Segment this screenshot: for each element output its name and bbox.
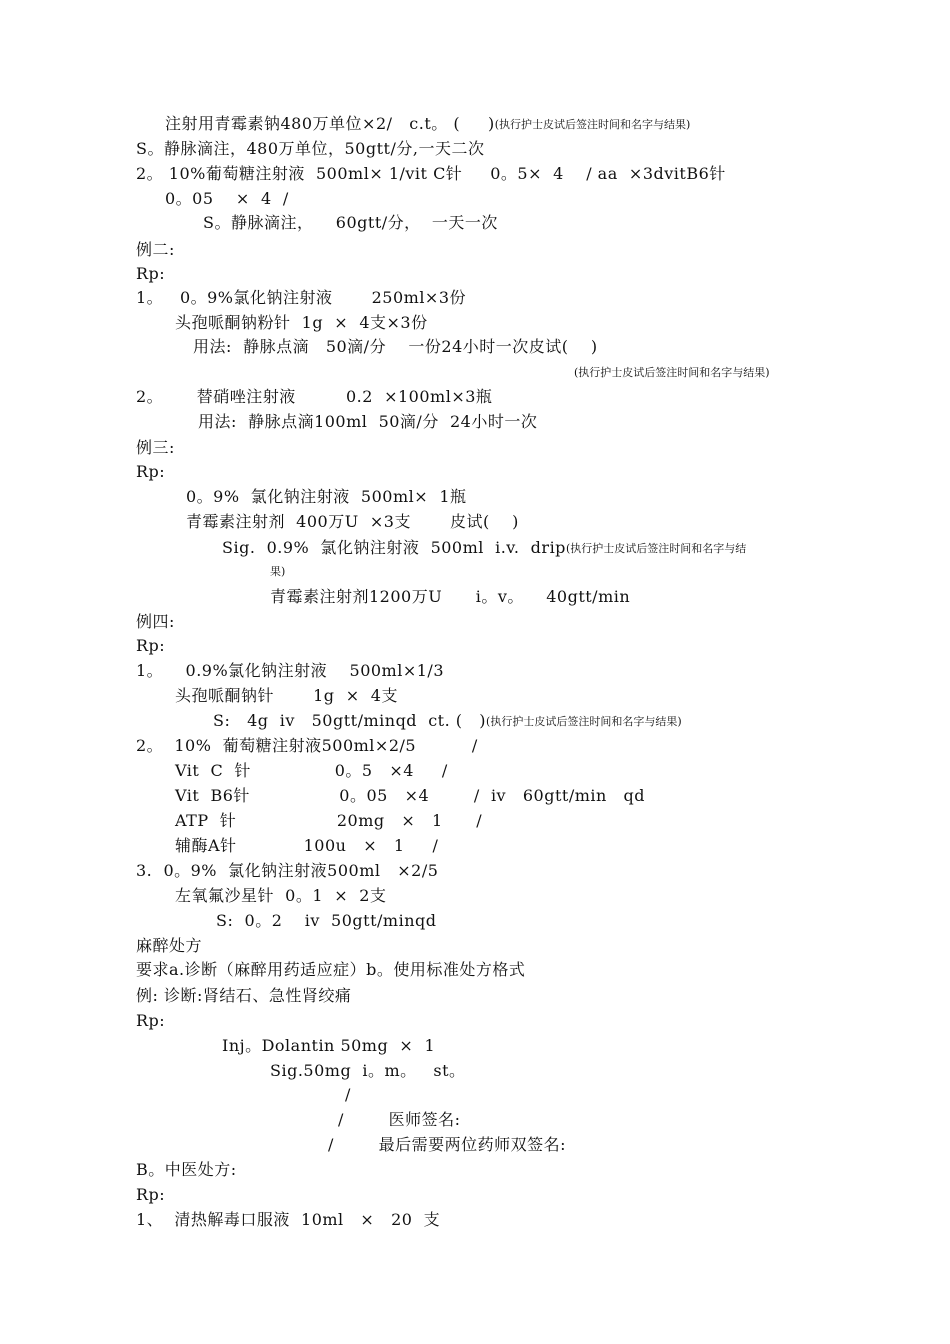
rp-label: Rp: <box>136 1185 166 1204</box>
section-heading: 例二: <box>136 240 175 259</box>
text-line: S: 4g iv 50gtt/minqd ct. ( )(执行护士皮试后签注时间和名字与结果) <box>213 711 682 730</box>
text-line: 3. 0。9% 氯化钠注射液500ml ×2/5 <box>136 861 439 880</box>
text-line: 用法: 静脉点滴 50滴/分 一份24小时一次皮试( ) <box>193 337 598 356</box>
skin-test-note: (执行护士皮试后签注时间和名字与结果) <box>494 118 691 131</box>
text-line: 青霉素注射剂 400万U ×3支 皮试( ) <box>186 512 519 531</box>
physician-signature-line: / 医师签名: <box>338 1110 461 1129</box>
text-line: 2。 替硝唑注射液 0.2 ×100ml×3瓶 <box>136 387 493 406</box>
signature-slash: / <box>345 1085 351 1104</box>
text-line: Sig. 0.9% 氯化钠注射液 500ml i.v. drip(执行护士皮试后签注时间和名字与结 <box>222 538 747 557</box>
rp-label: Rp: <box>136 1011 166 1030</box>
text-line: 注射用青霉素钠480万单位×2/ c.t。 ( )(执行护士皮试后签注时间和名字与结果) <box>165 114 691 133</box>
rp-label: Rp: <box>136 636 166 655</box>
text-line: 辅酶A针 100u × 1 / <box>175 836 439 855</box>
text-line: 头孢哌酮钠粉针 1g × 4支×3份 <box>175 313 428 332</box>
skin-test-note: (执行护士皮试后签注时间和名字与结果) <box>574 366 770 379</box>
pharmacist-signature-line: / 最后需要两位药师双签名: <box>328 1135 566 1154</box>
text-line: 1。 0。9%氯化钠注射液 250ml×3份 <box>136 288 467 307</box>
section-heading: 例四: <box>136 612 175 631</box>
section-heading: B。中医处方: <box>136 1160 237 1179</box>
text-line: ATP 针 20mg × 1 / <box>175 811 483 830</box>
text-line: 2。 10% 葡萄糖注射液500ml×2/5 / <box>136 736 478 755</box>
text-line: Inj。Dolantin 50mg × 1 <box>222 1036 436 1055</box>
rp-label: Rp: <box>136 264 166 283</box>
text-line: 头孢哌酮钠针 1g × 4支 <box>175 686 398 705</box>
text-line: Sig.50mg i。m。 st。 <box>270 1061 466 1080</box>
text-line: Vit C 针 0。5 ×4 / <box>175 761 448 780</box>
text-line: 要求a.诊断（麻醉用药适应症）b。使用标准处方格式 <box>136 960 526 979</box>
rp-label: Rp: <box>136 462 166 481</box>
text-line: 用法: 静脉点滴100ml 50滴/分 24小时一次 <box>198 412 538 431</box>
text-line: S。静脉滴注，480万单位，50gtt/分,一天二次 <box>136 139 485 158</box>
section-heading: 例三: <box>136 438 175 457</box>
text-line: 0。05 × 4 / <box>165 189 289 208</box>
skin-test-note: (执行护士皮试后签注时间和名字与结 <box>565 542 747 555</box>
text-line: S。静脉滴注， 60gtt/分， 一天一次 <box>203 213 498 232</box>
text-line: 0。9% 氯化钠注射液 500ml× 1瓶 <box>186 487 467 506</box>
text-line: 2。 10%葡萄糖注射液 500ml× 1/vit C针 0。5× 4 / aa ×3dvitB6针 <box>136 164 726 183</box>
text-line: 左氧氟沙星针 0。1 × 2支 <box>175 886 387 905</box>
text-line: 例: 诊断:肾结石、急性肾绞痛 <box>136 986 352 1005</box>
skin-test-note: 果) <box>270 565 286 578</box>
text-line: S: 0。2 iv 50gtt/minqd <box>216 911 437 930</box>
text-line: 1、 清热解毒口服液 10ml × 20 支 <box>136 1210 441 1229</box>
skin-test-note: (执行护士皮试后签注时间和名字与结果) <box>486 715 682 728</box>
text-line: 1。 0.9%氯化钠注射液 500ml×1/3 <box>136 661 445 680</box>
text-line: 青霉素注射剂1200万U i。v。 40gtt/min <box>270 587 631 606</box>
section-heading: 麻醉处方 <box>136 936 203 955</box>
text-line: Vit B6针 0。05 ×4 / iv 60gtt/min qd <box>175 786 646 805</box>
